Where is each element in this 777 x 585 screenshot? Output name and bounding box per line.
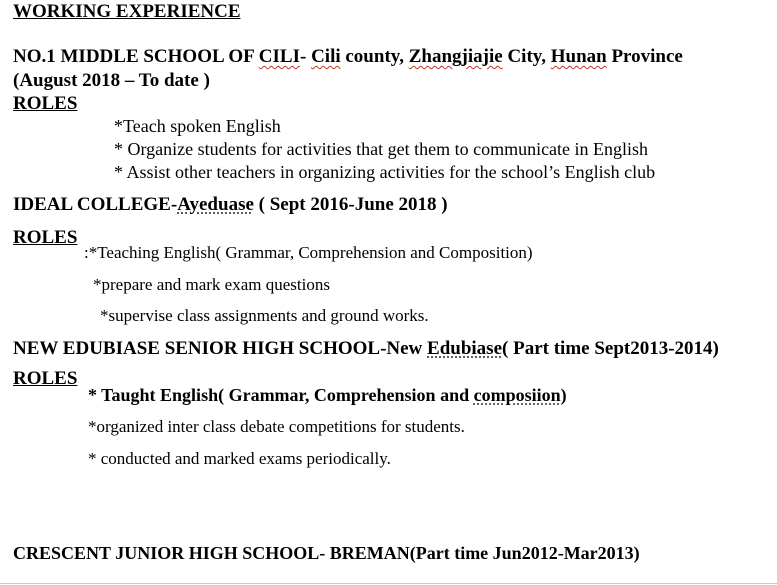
job-3-role-2: *organized inter class debate competitions for students.	[88, 417, 465, 436]
job-1-roles-label: ROLES	[13, 93, 78, 114]
job-1-school-county: county,	[340, 46, 409, 67]
job-1-school-city: Zhangjiajie	[408, 46, 503, 67]
job-3-role-3: * conducted and marked exams periodically.	[88, 449, 391, 468]
job-2-role-1: :*Teaching English( Grammar, Comprehension and Composition)	[84, 243, 533, 262]
job-3-period: ( Part time Sept2013-2014)	[502, 338, 719, 359]
job-1-school: NO.1 MIDDLE SCHOOL OF	[13, 46, 259, 67]
job-3-role-1-text: * Taught English( Grammar, Comprehension and	[88, 385, 474, 405]
job-3-role-1	[88, 386, 567, 404]
job-3-heading	[13, 339, 719, 358]
job-1-school-cili2: Cili	[311, 46, 341, 67]
job-1-school-sep: -	[299, 46, 312, 67]
job-2-role-2: *prepare and mark exam questions	[93, 275, 330, 294]
job-4-heading: CRESCENT JUNIOR HIGH SCHOOL- BREMAN(Part time Jun2012-Mar2013)	[13, 543, 640, 563]
job-1-role-2: * Organize students for activities that get them to communicate in English	[114, 139, 649, 159]
page-divider	[0, 583, 777, 584]
job-3-roles-label: ROLES	[13, 368, 78, 389]
job-2-school-place: Ayeduase	[177, 194, 254, 215]
job-3-school-place: Edubiase	[427, 338, 503, 359]
job-1-heading	[13, 47, 683, 66]
job-3-role-1-end: )	[560, 385, 567, 405]
job-2-roles-label: ROLES	[13, 227, 78, 248]
section-title: WORKING EXPERIENCE	[13, 1, 241, 22]
job-2-period: ( Sept 2016-June 2018 )	[253, 194, 448, 215]
job-2-role-3: *supervise class assignments and ground works.	[100, 306, 429, 325]
job-1-role-3: * Assist other teachers in organizing activities for the school’s English club	[114, 162, 656, 182]
job-2-school: IDEAL COLLEGE-	[13, 194, 178, 215]
job-2-heading	[13, 195, 448, 214]
job-3-school: NEW EDUBIASE SENIOR HIGH SCHOOL-New	[13, 338, 428, 359]
job-1-school-province-word: Province	[606, 46, 683, 67]
job-1-school-city-word: City,	[502, 46, 551, 67]
job-1-role-1: *Teach spoken English	[114, 116, 281, 136]
job-1-school-cili: CILI	[258, 46, 300, 67]
job-1-school-province: Hunan	[550, 46, 607, 67]
job-3-role-1-word: composiion	[473, 385, 561, 405]
job-1-period: (August 2018 – To date )	[13, 70, 210, 91]
